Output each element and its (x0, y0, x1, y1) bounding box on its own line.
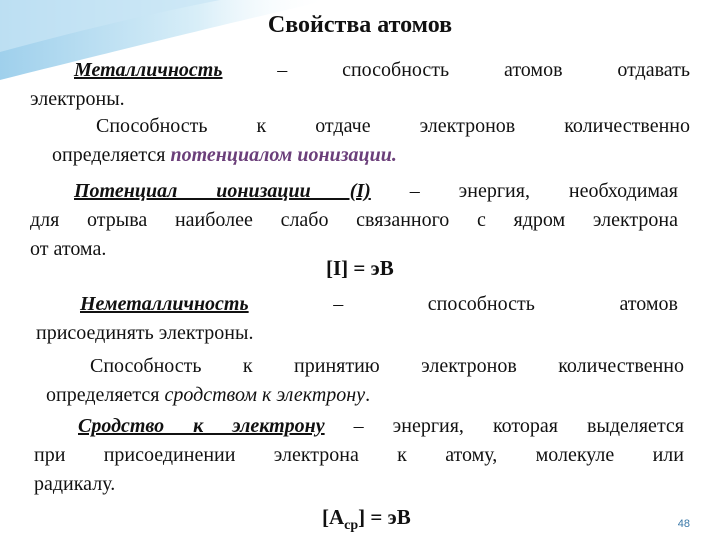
formula-affinity-unit (322, 505, 411, 534)
affinity-definition: – энергия, которая выделяется (324, 415, 684, 437)
metallicity-line2: электроны. (30, 88, 125, 110)
paragraph-metallicity (30, 56, 690, 114)
paragraph-nonmetallicity (36, 290, 678, 348)
affinity-line2: при присоединении электрона к атому, молекуле или (34, 444, 684, 466)
affinity-intro-line1: Способность к принятию электронов количественно (90, 355, 684, 377)
ionization-line2: для отрыва наиболее слабо связанного с ядром электрона (30, 209, 678, 231)
page-number: 48 (677, 518, 690, 530)
affinity-line3: радикалу. (34, 473, 116, 495)
formula-affinity-close: ] = эВ (358, 505, 411, 529)
term-nonmetallicity: Неметалличность (80, 293, 249, 315)
formula-ionization-unit: [I] = эВ (326, 256, 394, 280)
term-ionization-potential: потенциалом ионизации. (170, 144, 397, 166)
ionization-intro-line2: определяется (52, 144, 171, 166)
term-electron-affinity-def: Сродство к электрону (78, 415, 325, 437)
affinity-intro-end: . (365, 384, 371, 406)
nonmetallicity-line2: присоединять электроны. (36, 322, 254, 344)
metallicity-definition: – способность атомов отдавать (222, 59, 690, 81)
affinity-intro-line2: определяется (46, 384, 165, 406)
term-ionization-potential-def: Потенциал ионизации (I) (74, 180, 371, 202)
paragraph-electron-affinity (34, 412, 684, 499)
term-metallicity: Металличность (74, 59, 223, 81)
paragraph-affinity-intro (46, 352, 684, 410)
ionization-intro-line1: Способность к отдаче электронов количественно (96, 115, 690, 137)
formula-affinity-sub: ср (344, 518, 359, 534)
paragraph-ionization-potential (30, 177, 678, 264)
paragraph-ionization-intro (52, 112, 690, 170)
formula-affinity-open: [A (322, 505, 345, 529)
slide-title: Свойства атомов (267, 12, 453, 38)
term-electron-affinity: сродством к электрону (164, 384, 366, 406)
nonmetallicity-definition: – способность атомов (248, 293, 678, 315)
ionization-line3: от атома. (30, 238, 107, 260)
ionization-definition: – энергия, необходимая (370, 180, 679, 202)
